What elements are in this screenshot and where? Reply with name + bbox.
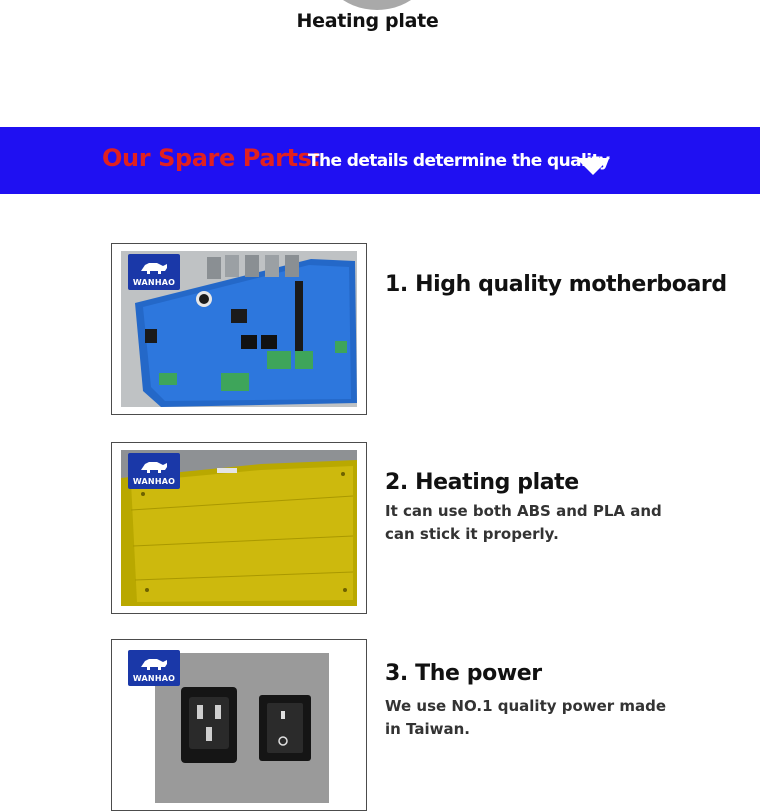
- wanhao-logo: [128, 453, 180, 489]
- banner-subtitle: The details determine the quality: [308, 151, 610, 171]
- brand-logo-text: WANHAO: [132, 477, 176, 486]
- wanhao-logo: [128, 254, 180, 290]
- heating-plate-photo: [121, 450, 357, 606]
- power-photo: [121, 647, 357, 803]
- product-heading: 1. High quality motherboard: [385, 272, 727, 297]
- product-heading: 2. Heating plate: [385, 470, 579, 495]
- brand-logo-text: WANHAO: [132, 278, 176, 287]
- wanhao-logo: [128, 650, 180, 686]
- product-heading: 3. The power: [385, 661, 542, 686]
- previous-section: [0, 0, 760, 40]
- power-photo-frame: [111, 639, 367, 811]
- banner-title: Our Spare Parts:: [102, 144, 321, 172]
- motherboard-photo-frame: [111, 243, 367, 415]
- brand-logo-text: WANHAO: [132, 674, 176, 683]
- spare-parts-banner: [0, 127, 760, 194]
- heating-plate-thumbnail: [314, 0, 440, 10]
- product-description: It can use both ABS and PLA and can stick it properly.: [385, 502, 662, 543]
- heating-plate-photo-frame: [111, 442, 367, 614]
- motherboard-photo: [121, 251, 357, 407]
- product-description: We use NO.1 quality power made in Taiwan.: [385, 697, 667, 738]
- previous-section-caption: Heating plate: [296, 10, 439, 32]
- chevron-down-icon: [576, 158, 610, 175]
